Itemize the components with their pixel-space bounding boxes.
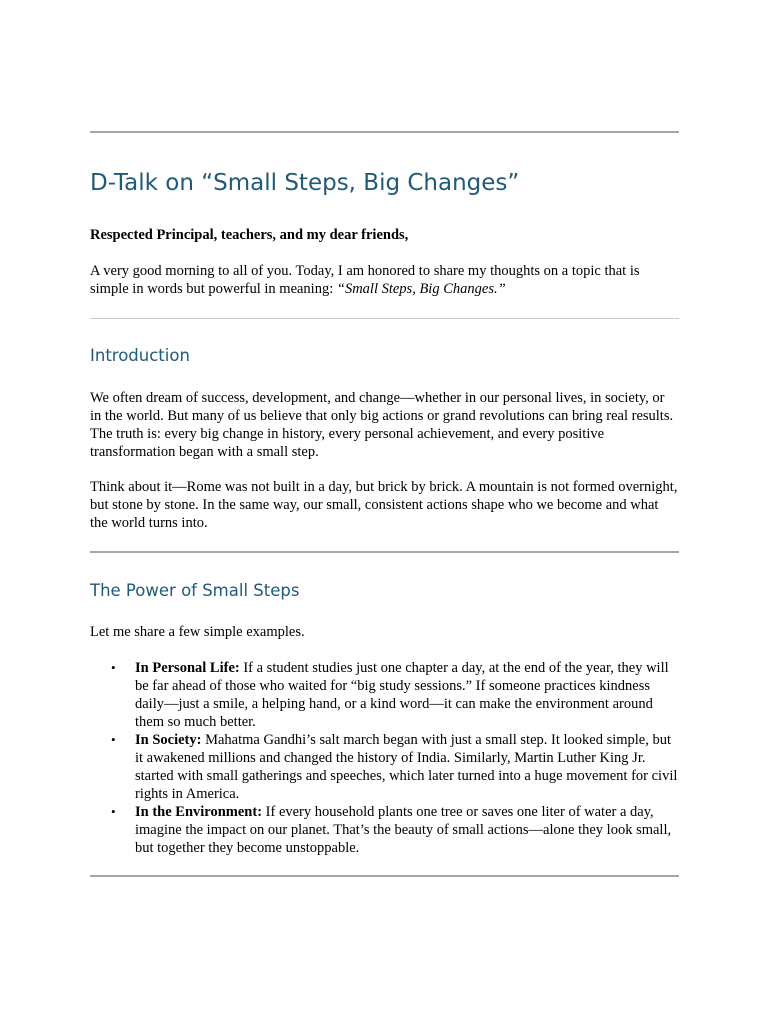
top-divider xyxy=(90,131,679,133)
list-item-text: If every household plants one tree or saves one liter of water a day, imagine the impact on our planet. That’s the beauty of small actions—alone they look small, but together they become unstoppable. xyxy=(135,804,672,856)
power-intro: Let me share a few simple examples. xyxy=(90,624,305,640)
introduction-heading: Introduction xyxy=(90,346,190,365)
list-item-personal-life xyxy=(90,659,679,731)
list-item-text: If a student studies just one chapter a day, at the end of the year, they will be far ahead of those who waited for “big study sessions.” If someone practices kindness daily—just a smile, a helping hand, or a kind word—it can make the environment around them so much better. xyxy=(135,660,669,730)
list-item-label: In Society: xyxy=(135,732,202,748)
opening-quote: “Small Steps, Big Changes.” xyxy=(336,281,506,297)
bullet-icon: • xyxy=(111,660,116,675)
bullet-icon: • xyxy=(111,732,116,747)
list-item-label: In Personal Life: xyxy=(135,660,240,676)
bullet-icon: • xyxy=(111,804,116,819)
introduction-paragraph-2: Think about it—Rome was not built in a day, but brick by brick. A mountain is not formed overnight, but stone by stone. In the same way, our small, consistent actions shape who we become and what the world turns into. xyxy=(90,479,678,531)
introduction-paragraph-1: We often dream of success, development, and change—whether in our personal lives, in society, or in the world. But many of us believe that only big actions or grand revolutions can bring real results. The truth is: every big change in history, every personal achievement, and every positive transformation began with a small step. xyxy=(90,390,674,460)
opening-paragraph xyxy=(90,262,679,298)
salutation: Respected Principal, teachers, and my dear friends, xyxy=(90,227,409,243)
list-item-label: In the Environment: xyxy=(135,804,263,820)
section-divider xyxy=(90,318,679,319)
list-item-society xyxy=(90,731,679,803)
list-item-text: Mahatma Gandhi’s salt march began with just a small step. It looked simple, but it awakened millions and changed the history of India. Similarly, Martin Luther King Jr. started with small gatherings and speeches, which later turned into a huge movement for civil rights in America. xyxy=(135,732,678,802)
power-heading: The Power of Small Steps xyxy=(90,581,300,600)
page-title: D-Talk on “Small Steps, Big Changes” xyxy=(90,170,520,196)
list-item-environment xyxy=(90,803,679,857)
opening-text: A very good morning to all of you. Today, I am honored to share my thoughts on a topic that is simple in words but powerful in meaning: xyxy=(90,263,640,297)
examples-list xyxy=(90,659,679,857)
bottom-divider xyxy=(90,875,679,877)
section-divider xyxy=(90,551,679,553)
